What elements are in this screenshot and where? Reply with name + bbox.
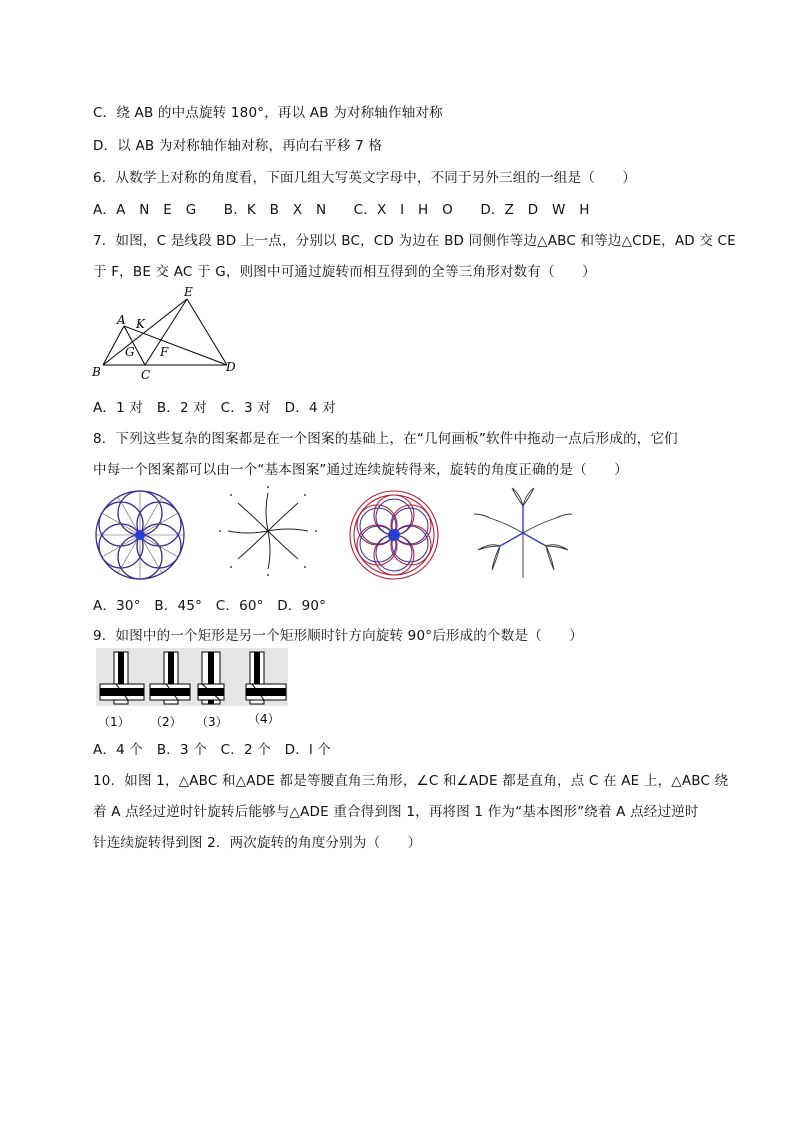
question-8-options: A．30° B．45° C．60° D．90° <box>93 598 327 614</box>
q7-label-f: F <box>160 345 169 359</box>
q7-triangle-figure <box>88 286 243 381</box>
question-9: 9．如图中的一个矩形是另一个矩形顺时针方向旋转 90°后形成的个数是（ ） <box>93 628 583 644</box>
question-10-line-1: 10．如图 1，△ABC 和△ADE 都是等腰直角三角形，∠C 和∠ADE 都是直角，点 C 在 AE 上，△ABC 绕 <box>93 773 729 789</box>
q7-label-b: B <box>92 365 101 379</box>
question-7-options: A．1 对 B．2 对 C．3 对 D．4 对 <box>93 400 336 416</box>
q8-pattern-1 <box>92 487 188 583</box>
q9-label-3: （3） <box>196 715 228 729</box>
q7-label-c: C <box>141 368 151 381</box>
q7-label-g: G <box>125 345 135 359</box>
q7-label-a: A <box>117 313 126 327</box>
question-6: 6．从数学上对称的角度看，下面几组大写英文字母中，不同于另外三组的一组是（ ） <box>93 170 637 186</box>
question-7-line-2: 于 F，BE 交 AC 于 G，则图中可通过旋转而相互得到的全等三角形对数有（ ） <box>93 264 596 280</box>
question-9-options: A．4 个 B．3 个 C．2 个 D．l 个 <box>93 742 332 758</box>
q9-figure-3 <box>198 652 224 704</box>
option-c-q5: C．绕 AB 的中点旋转 180°，再以 AB 为对称轴作轴对称 <box>93 105 443 121</box>
q7-label-k: K <box>136 317 145 331</box>
q9-label-1: （1） <box>98 715 130 729</box>
q8-pattern-3 <box>346 487 442 583</box>
question-8-line-1: 8．下列这些复杂的图案都是在一个图案的基础上，在“几何画板”软件中拖动一点后形成的，它们 <box>93 431 678 447</box>
q7-label-e: E <box>184 286 193 299</box>
option-d-q5: D．以 AB 为对称轴作轴对称，再向右平移 7 格 <box>93 138 383 154</box>
q9-label-4: （4） <box>248 712 280 726</box>
q8-pattern-4 <box>468 484 578 582</box>
question-10-line-3: 针连续旋转得到图 2．两次旋转的角度分别为（ ） <box>93 835 422 851</box>
q9-rectangles-figure <box>96 648 288 732</box>
q8-pattern-2 <box>212 481 324 581</box>
q7-label-d: D <box>226 360 236 374</box>
question-8-line-2: 中每一个图案都可以由一个“基本图案”通过连续旋转得来，旋转的角度正确的是（ ） <box>93 462 628 478</box>
question-7-line-1: 7．如图，C 是线段 BD 上一点，分别以 BC，CD 为边在 BD 同侧作等边△ABC 和等边△CDE，AD 交 CE <box>93 233 736 249</box>
question-10-line-2: 着 A 点经过逆时针旋转后能够与△ADE 重合得到图 1，再将图 1 作为“基本图形”绕着 A 点经过逆时 <box>93 804 699 820</box>
question-6-options: A．A N E G B．K B X N C．X I H O D．Z D W H <box>93 202 590 218</box>
q9-label-2: （2） <box>150 715 182 729</box>
